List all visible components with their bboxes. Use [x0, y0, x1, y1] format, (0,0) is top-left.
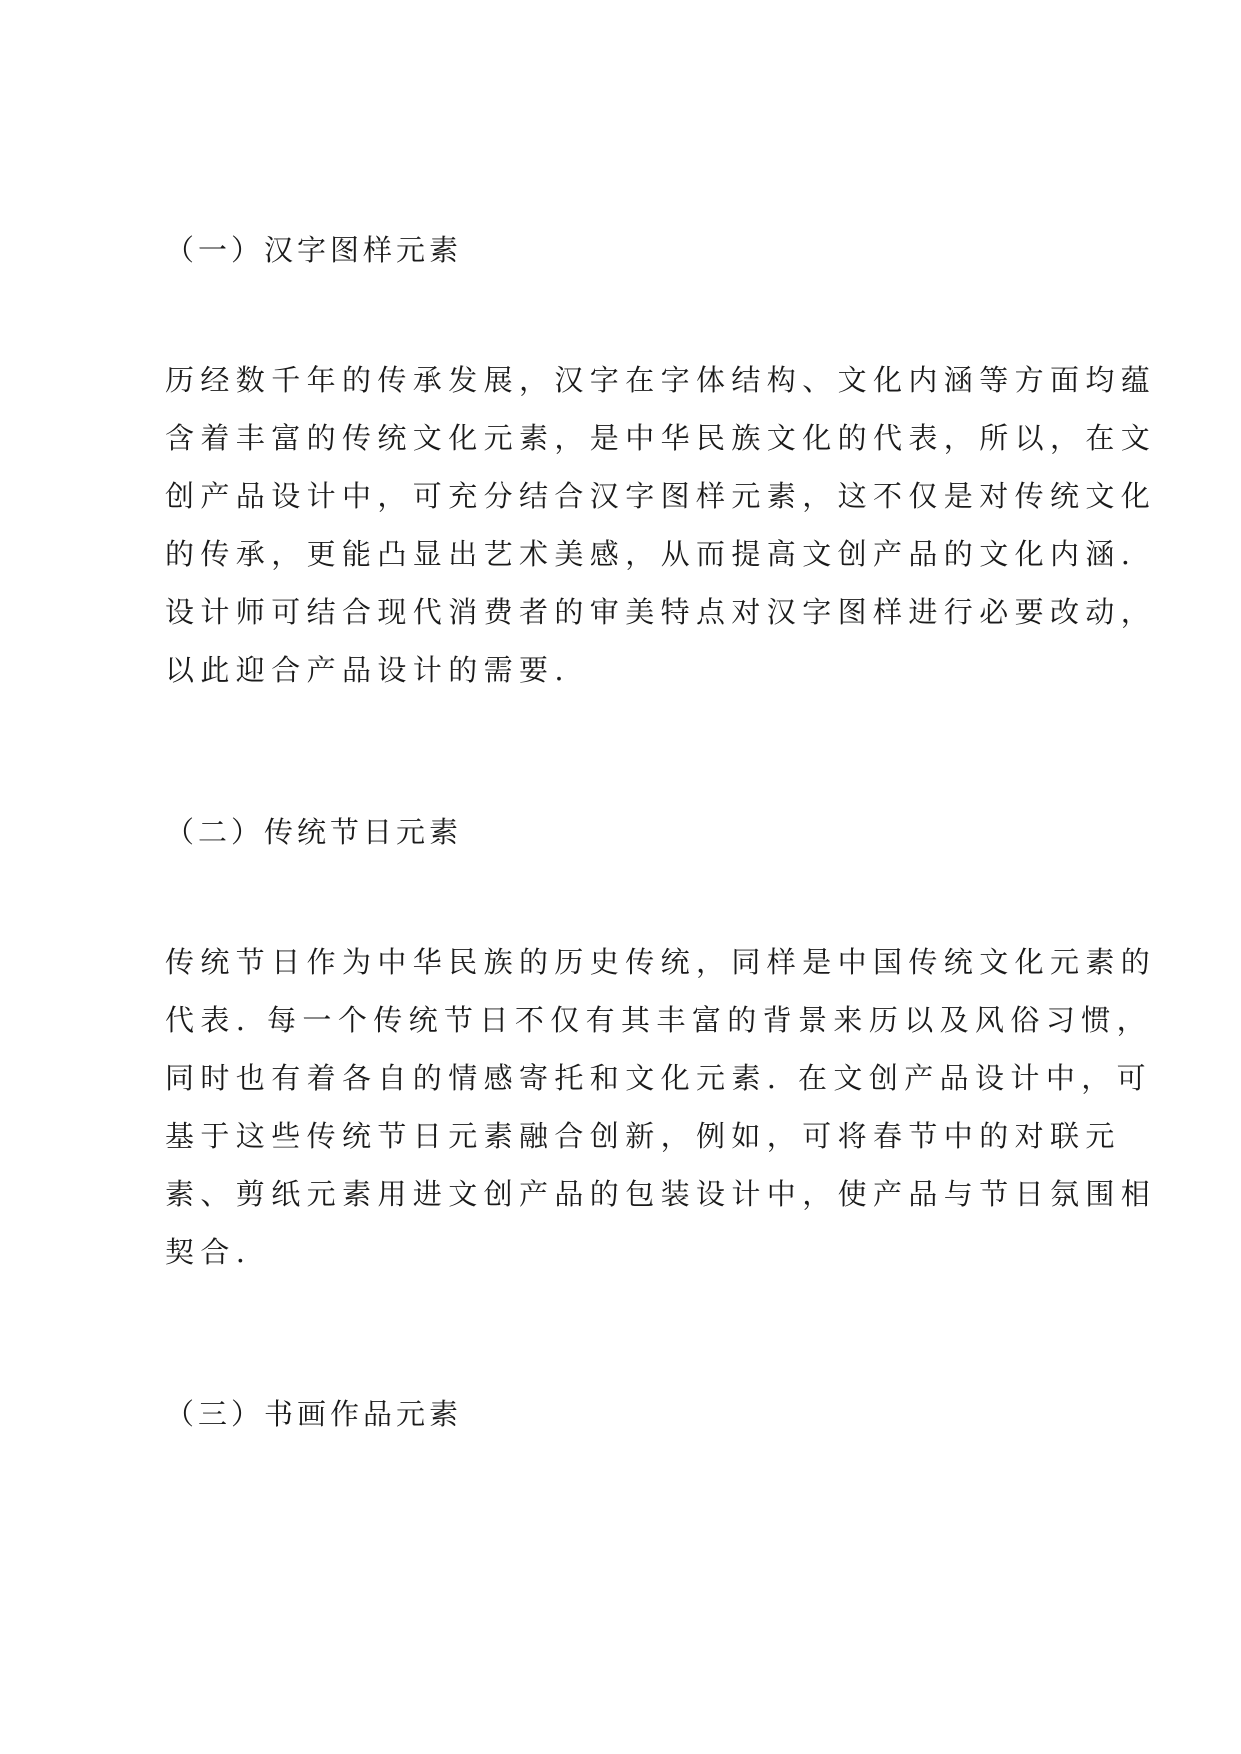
paragraph-2-line-2: 代表. 每一个传统节日不仅有其丰富的背景来历以及风俗习惯， [165, 1003, 1153, 1037]
paragraph-1-line-1: 历经数千年的传承发展，汉字在字体结构、文化内涵等方面均蕴 [165, 363, 1157, 397]
paragraph-2-line-4: 基于这些传统节日元素融合创新，例如，可将春节中的对联元 [165, 1119, 1121, 1153]
paragraph-1-line-2: 含着丰富的传统文化元素，是中华民族文化的代表，所以，在文 [165, 421, 1157, 455]
paragraph-1-line-3: 创产品设计中，可充分结合汉字图样元素，这不仅是对传统文化 [165, 479, 1157, 513]
section-heading-1: （一）汉字图样元素 [165, 233, 463, 267]
paragraph-2-line-1: 传统节日作为中华民族的历史传统，同样是中国传统文化元素的 [165, 945, 1157, 979]
paragraph-2-line-6: 契合. [165, 1235, 252, 1269]
paragraph-1-line-4: 的传承，更能凸显出艺术美感，从而提高文创产品的文化内涵. [165, 537, 1137, 571]
paragraph-1-line-5: 设计师可结合现代消费者的审美特点对汉字图样进行必要改动， [165, 595, 1157, 629]
section-heading-3: （三）书画作品元素 [165, 1397, 463, 1431]
paragraph-2-line-5: 素、剪纸元素用进文创产品的包装设计中，使产品与节日氛围相 [165, 1177, 1157, 1211]
paragraph-1-line-6: 以此迎合产品设计的需要. [165, 653, 571, 687]
section-heading-2: （二）传统节日元素 [165, 815, 463, 849]
paragraph-2-line-3: 同时也有着各自的情感寄托和文化元素. 在文创产品设计中，可 [165, 1061, 1153, 1095]
